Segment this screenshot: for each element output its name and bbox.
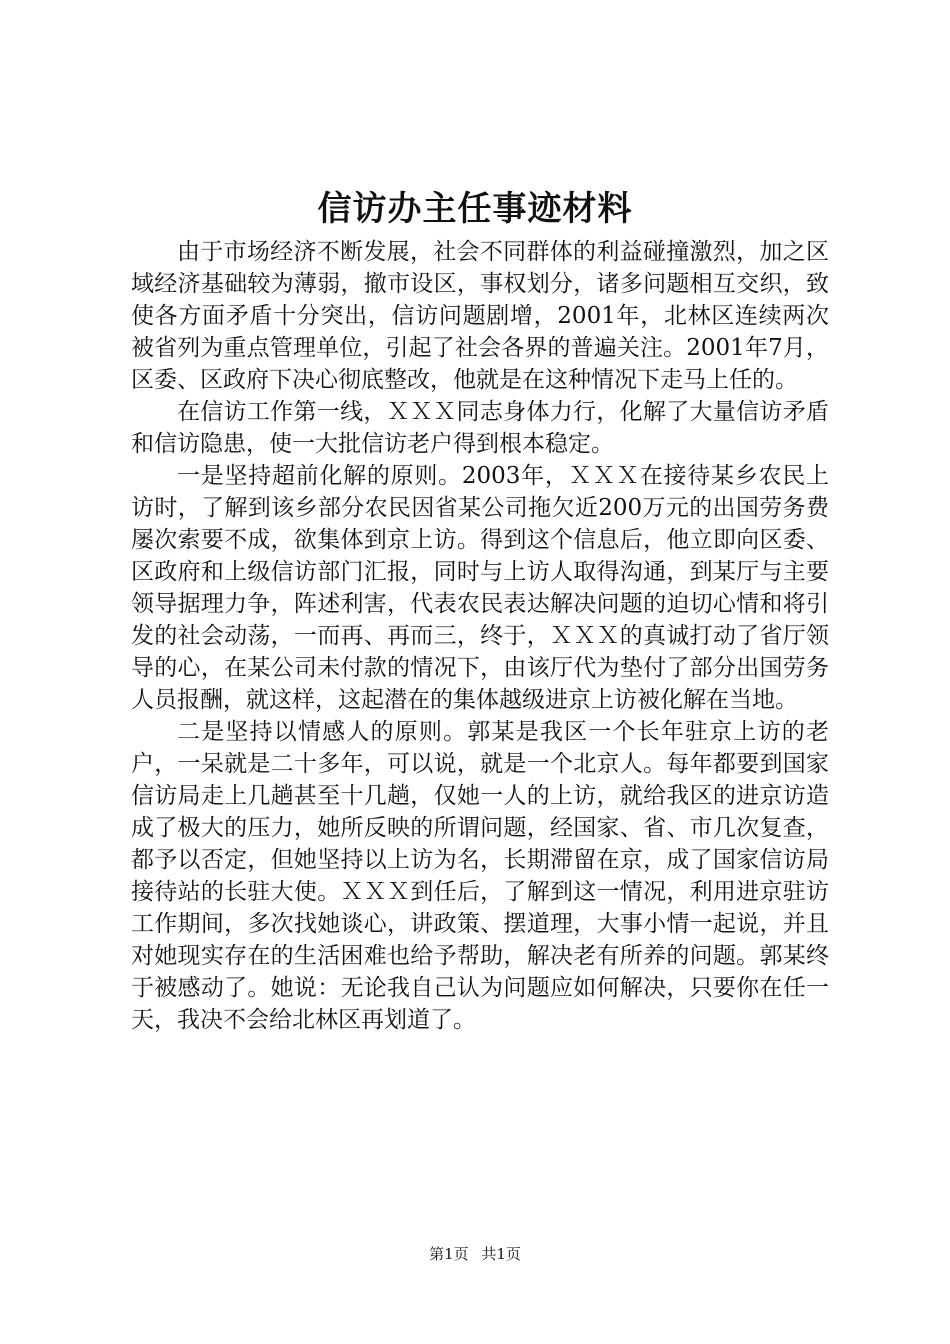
paragraph-example-two: 二是坚持以情感人的原则。郭某是我区一个长年驻京上访的老户，一呆就是二十多年，可以说，就是一个北京人。每年都要到国家信访局走上几趟甚至十几趟，仅她一人的上访，就给我区的进京访造成了极大的压力，她所反映的所谓问题，经国家、省、市几次复查，都予以否定，但她坚持以上访为名，长期滞留在京，成了国家信访局接待站的长驻大使。ＸＸＸ到任后，了解到这一情况，利用进京驻访工作期间，多次找她谈心，讲政策、摆道理，大事小情一起说，并且对她现实存在的生活困难也给予帮助，解决老有所养的问题。郭某终于被感动了。她说：无论我自己认为问题应如何解决，只要你在任一天，我决不会给北林区再划道了。	[131, 719, 829, 1033]
document-body	[131, 236, 829, 1036]
page-number: 第1页	[429, 1245, 469, 1263]
page-footer	[0, 1242, 950, 1266]
paragraph-intro: 由于市场经济不断发展，社会不同群体的利益碰撞激烈，加之区域经济基础较为薄弱，撤市设区，事权划分，诸多问题相互交织，致使各方面矛盾十分突出，信访问题剧增，2001年，北林区连续两次被省列为重点管理单位，引起了社会各界的普遍关注。2001年7月，区委、区政府下决心彻底整改，他就是在这种情况下走马上任的。	[131, 239, 829, 393]
paragraph-summary: 在信访工作第一线，ＸＸＸ同志身体力行，化解了大量信访矛盾和信访隐患，使一大批信访老户得到根本稳定。	[131, 399, 829, 457]
page-total: 共1页	[481, 1245, 521, 1263]
paragraph-example-one: 一是坚持超前化解的原则。2003年，ＸＸＸ在接待某乡农民上访时，了解到该乡部分农民因省某公司拖欠近200万元的出国劳务费屡次索要不成，欲集体到京上访。得到这个信息后，他立即向区委、区政府和上级信访部门汇报，同时与上访人取得沟通，到某厅与主要领导据理力争，阵述利害，代表农民表达解决问题的迫切心情和将引发的社会动荡，一而再、再而三，终于，ＸＸＸ的真诚打动了省厅领导的心，在某公司未付款的情况下，由该厅代为垫付了部分出国劳务人员报酬，就这样，这起潜在的集体越级进京上访被化解在当地。	[131, 463, 829, 713]
page-title: 信访办主任事迹材料	[317, 189, 633, 229]
